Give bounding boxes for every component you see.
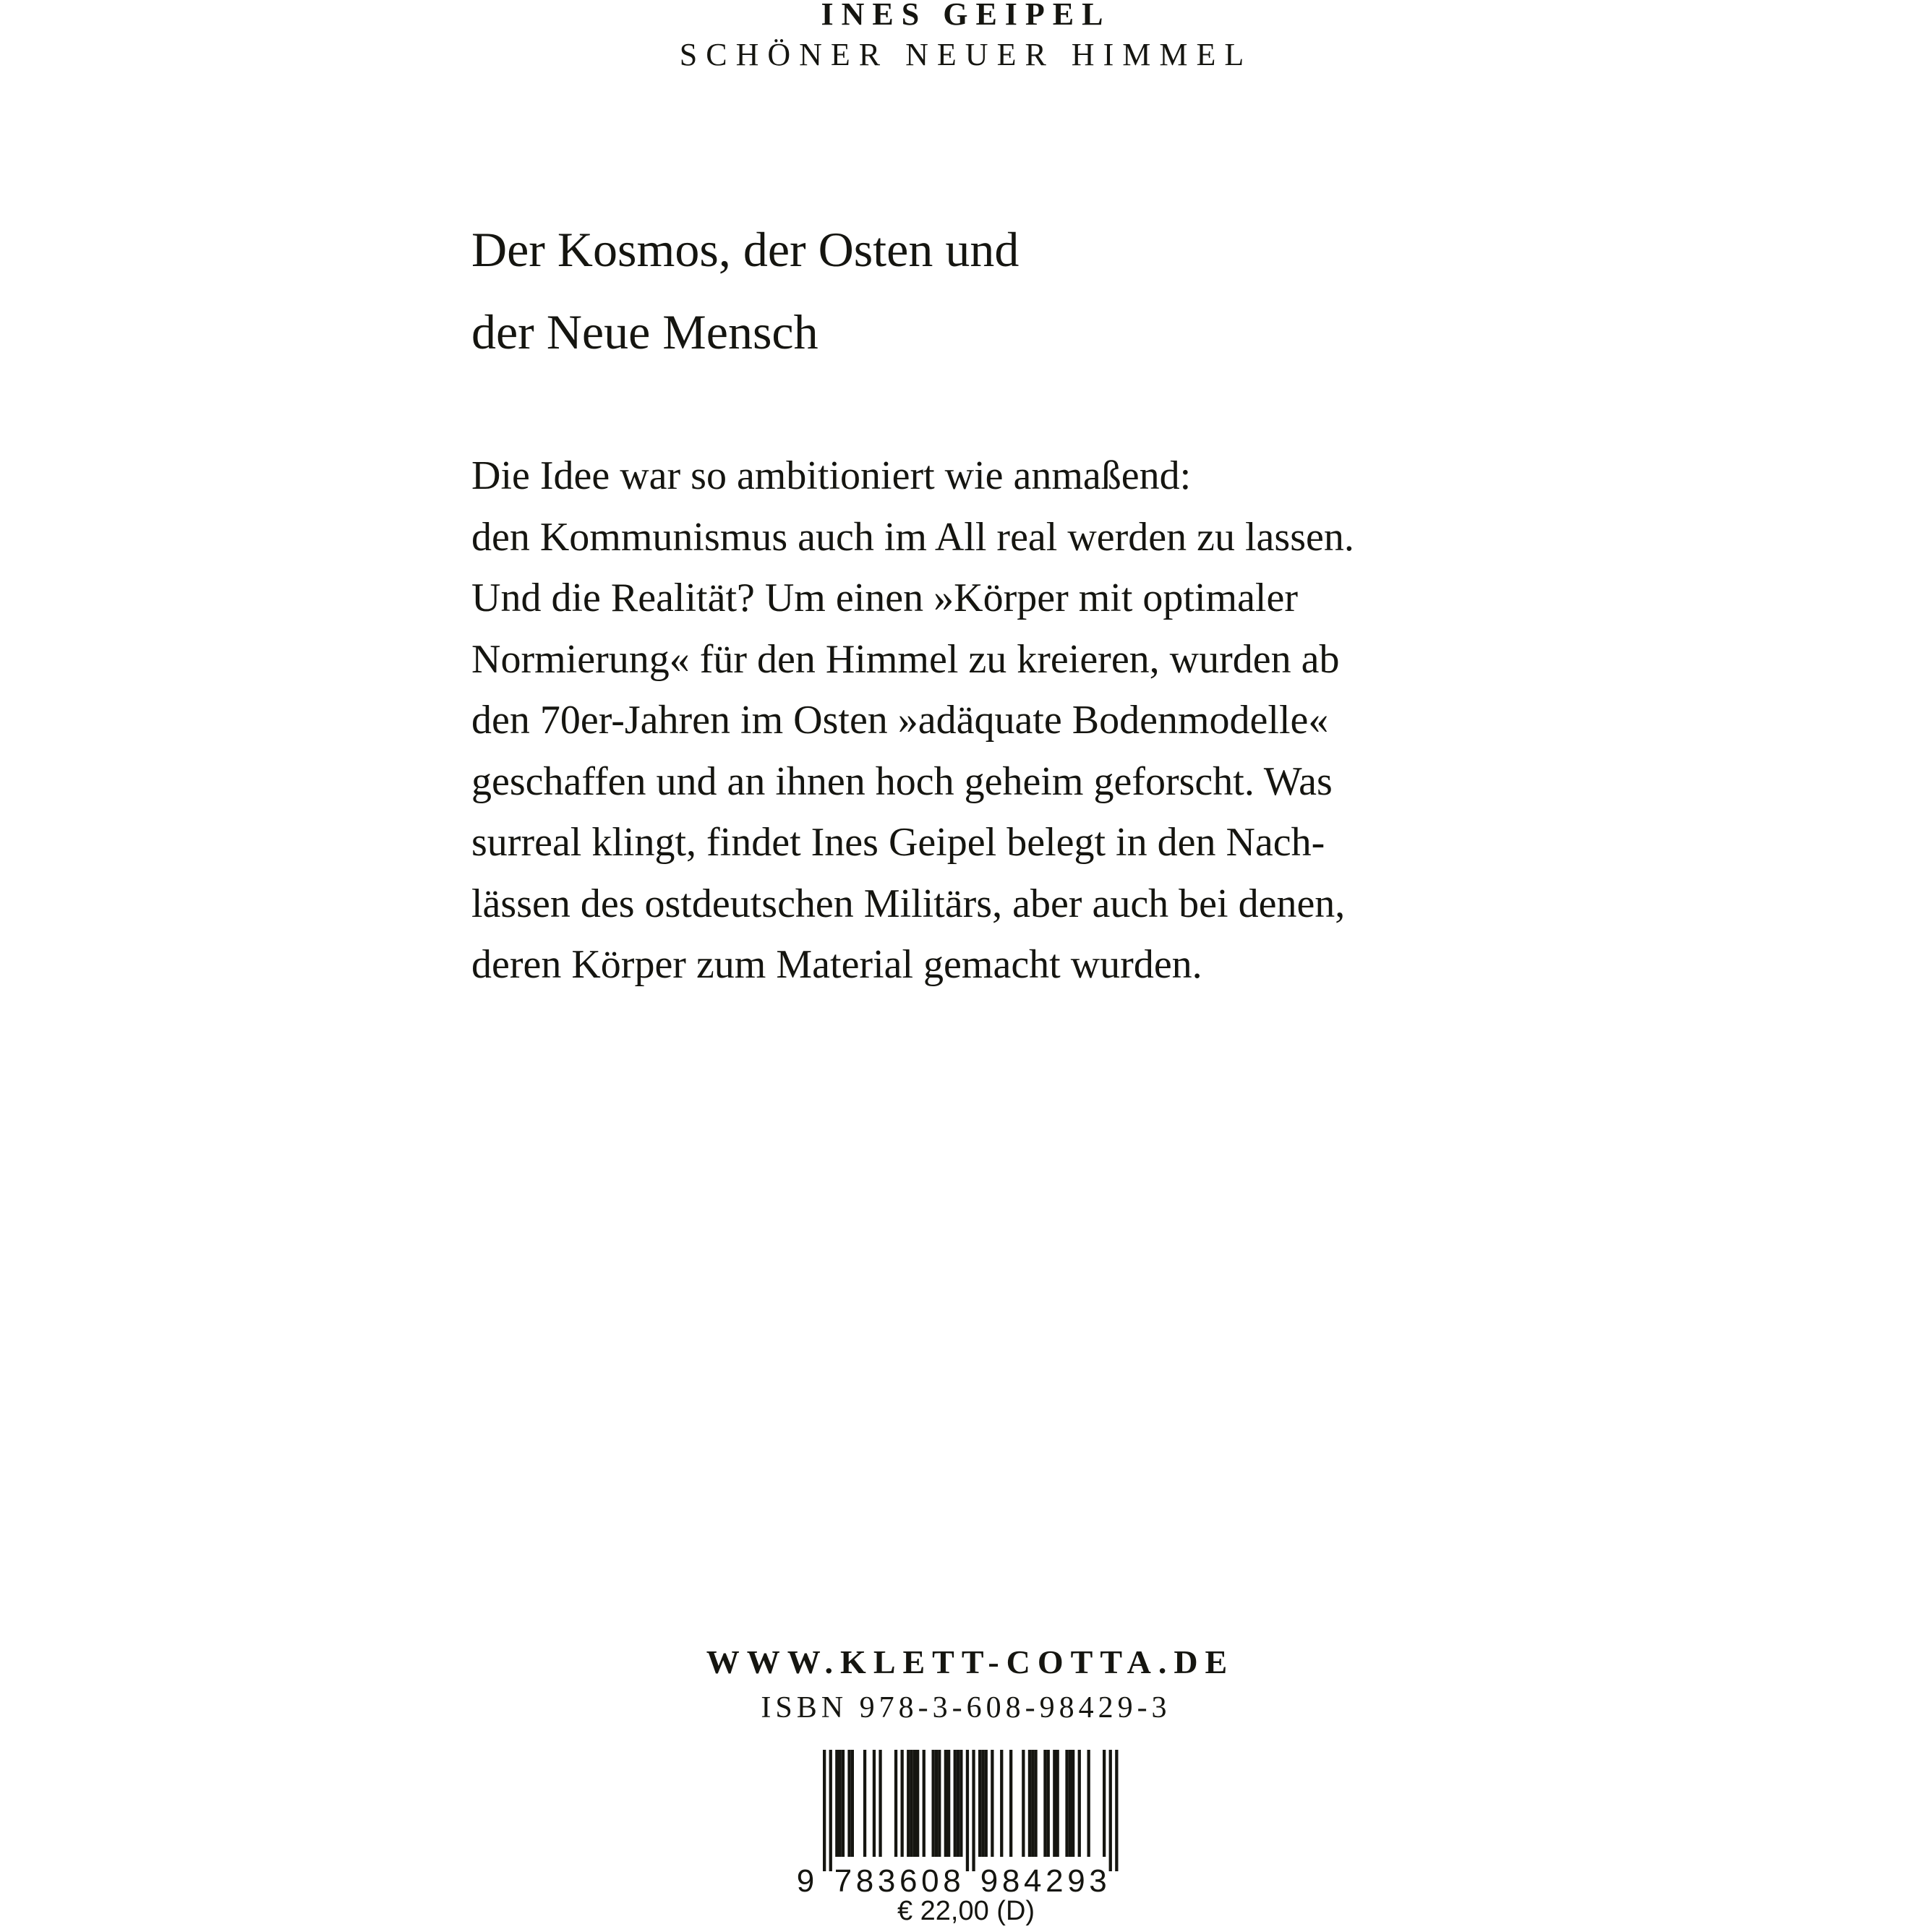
barcode-bar <box>957 1750 959 1857</box>
barcode-bar <box>1065 1750 1068 1857</box>
barcode-bar <box>1072 1750 1074 1857</box>
barcode-bar <box>873 1750 876 1857</box>
barcode-bar <box>1103 1750 1106 1857</box>
barcode-bar <box>842 1750 845 1857</box>
barcode-digit: 8 <box>943 1863 961 1894</box>
barcode-bar <box>879 1750 881 1857</box>
barcode-bar <box>913 1750 916 1857</box>
author-name: INES GEIPEL <box>821 0 1111 32</box>
barcode-bar <box>932 1750 935 1857</box>
blurb-line: geschaffen und an ihnen hoch geheim geforscht. Was <box>471 758 1333 804</box>
barcode-bar <box>916 1750 919 1857</box>
book-title: SCHÖNER NEUER HIMMEL <box>679 37 1253 72</box>
ean-barcode <box>795 1750 1142 1894</box>
barcode-bar <box>966 1750 969 1871</box>
barcode-bar <box>835 1750 838 1857</box>
barcode-digit: 9 <box>1067 1863 1085 1894</box>
publisher-url: WWW.KLETT-COTTA.DE <box>706 1644 1235 1680</box>
barcode-bar <box>1009 1750 1012 1857</box>
barcode-digit: 6 <box>899 1863 918 1894</box>
barcode-bar <box>981 1750 984 1857</box>
barcode-digit: 7 <box>834 1863 852 1894</box>
barcode-bar <box>923 1750 926 1857</box>
blurb-line: Die Idee war so ambitioniert wie anmaßend: <box>471 453 1192 498</box>
barcode-bar <box>910 1750 912 1857</box>
barcode-bar <box>907 1750 910 1857</box>
barcode-bar <box>1043 1750 1046 1857</box>
barcode-digit: 4 <box>1024 1863 1042 1894</box>
barcode-digit: 2 <box>1046 1863 1064 1894</box>
barcode-bar <box>1109 1750 1112 1871</box>
barcode-bar <box>847 1750 850 1857</box>
barcode-bar <box>823 1750 826 1871</box>
barcode-bar <box>1069 1750 1072 1857</box>
barcode-digit: 9 <box>980 1863 999 1894</box>
blurb-text <box>471 445 1354 996</box>
blurb-line: Normierung« für den Himmel zu kreieren, wurden ab <box>471 636 1340 682</box>
barcode-bar <box>954 1750 957 1857</box>
barcode-bar <box>1115 1750 1118 1871</box>
headline <box>471 208 1019 373</box>
barcode-bar <box>1087 1750 1090 1857</box>
barcode-bar <box>894 1750 897 1857</box>
blurb-line: surreal klingt, findet Ines Geipel belegt in den Nach- <box>471 820 1325 865</box>
barcode-bar <box>944 1750 947 1857</box>
barcode-bar <box>1053 1750 1056 1857</box>
headline-line: der Neue Mensch <box>471 304 818 359</box>
barcode-bar <box>901 1750 904 1857</box>
barcode-bar <box>972 1750 975 1871</box>
barcode-bar <box>1078 1750 1081 1857</box>
barcode-bar <box>938 1750 941 1857</box>
barcode-bar <box>1028 1750 1031 1857</box>
blurb-line: den Kommunismus auch im All real werden zu lassen. <box>471 514 1354 560</box>
barcode-bar <box>1000 1750 1003 1857</box>
barcode-bar <box>1034 1750 1037 1857</box>
barcode-bar <box>978 1750 981 1857</box>
isbn: ISBN 978-3-608-98429-3 <box>761 1691 1171 1724</box>
barcode-digit: 3 <box>1089 1863 1107 1894</box>
price: € 22,00 (D) <box>897 1896 1035 1926</box>
barcode-bar <box>1031 1750 1034 1857</box>
barcode-digit: 8 <box>1001 1863 1020 1894</box>
barcode-bar <box>935 1750 938 1857</box>
barcode-bar <box>991 1750 993 1857</box>
barcode-bar <box>829 1750 832 1871</box>
barcode-bar <box>947 1750 950 1857</box>
barcode-bar <box>839 1750 842 1857</box>
barcode-digit: 0 <box>921 1863 939 1894</box>
barcode-bar <box>1047 1750 1050 1857</box>
barcode-bar <box>1056 1750 1059 1857</box>
headline-line: Der Kosmos, der Osten und <box>471 222 1020 277</box>
barcode-digit: 8 <box>855 1863 874 1894</box>
blurb-line: deren Körper zum Material gemacht wurden. <box>471 942 1202 987</box>
barcode-bar <box>851 1750 854 1857</box>
blurb-line: lässen des ostdeutschen Militärs, aber auch bei denen, <box>471 881 1346 926</box>
barcode-bar <box>1022 1750 1025 1857</box>
barcode-digit: 9 <box>796 1863 815 1894</box>
barcode-bar <box>959 1750 962 1857</box>
barcode-bar <box>985 1750 988 1857</box>
blurb-line: den 70er-Jahren im Osten »adäquate Bodenmodelle« <box>471 698 1329 743</box>
barcode-digit: 3 <box>877 1863 896 1894</box>
barcode-bar <box>863 1750 866 1857</box>
blurb-line: Und die Realität? Um einen »Körper mit optimaler <box>471 576 1298 620</box>
